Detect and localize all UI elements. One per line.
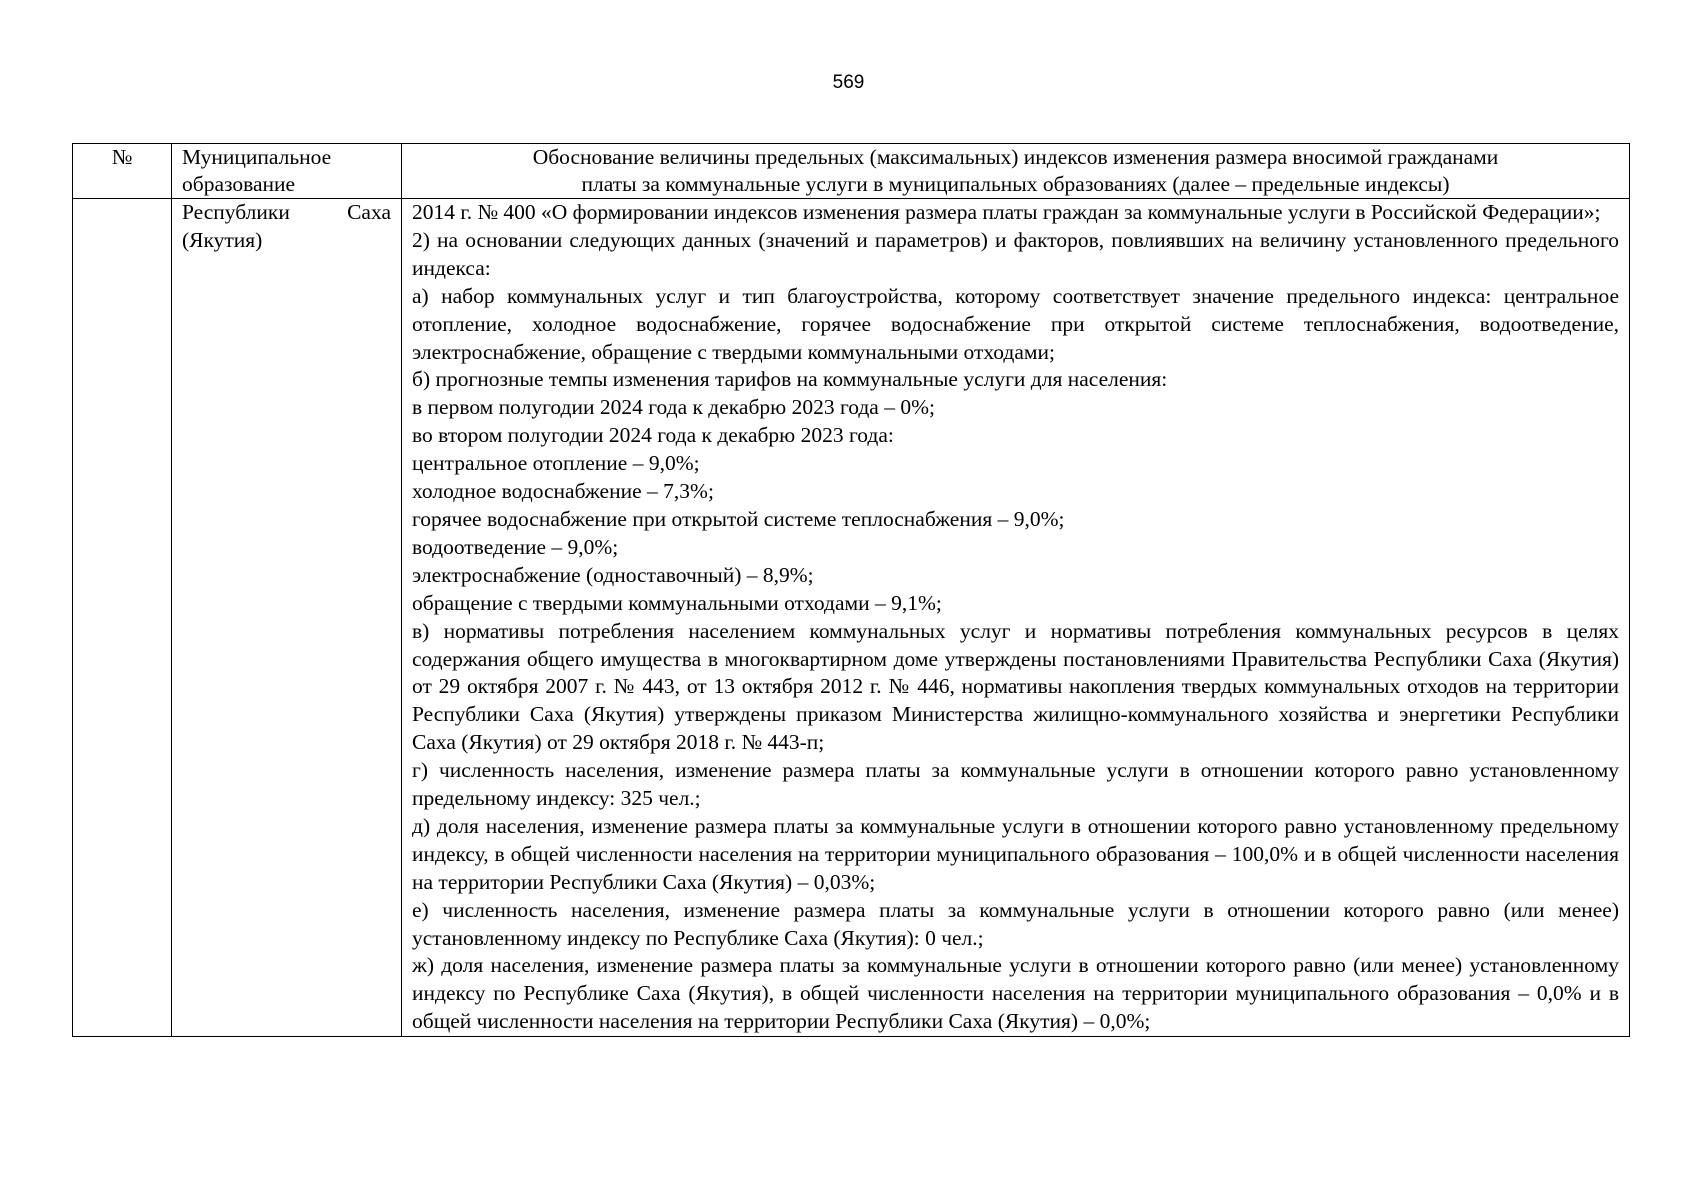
basis-line-heating: центральное отопление – 9,0%; (412, 451, 700, 476)
municipality-line-2: (Якутия) (182, 227, 263, 252)
row-municipality-cell (172, 199, 402, 1037)
table-row (73, 199, 1630, 1037)
basis-paragraph-a: а) набор коммунальных услуг и тип благоустройства, которому соответствует значение предельного индекса: центральное отопление, холодное водоснабжение, горячее водоснабжение при открытой системе теплоснабжения, водоотведение, электроснабжение, обращение с твердыми коммунальными отходами; (412, 283, 1619, 364)
row-number-cell (73, 199, 172, 1037)
justification-table (72, 143, 1630, 1037)
municipality-word-1: Республики (182, 200, 290, 224)
header-basis-line-1: Обоснование величины предельных (максимальных) индексов изменения размера вносимой гражданами (532, 145, 1499, 169)
basis-line-electricity: электроснабжение (одноставочный) – 8,9%; (412, 562, 814, 587)
basis-line-second-half: во втором полугодии 2024 года к декабрю 2023 года: (412, 423, 894, 448)
header-basis-line-2: платы за коммунальные услуги в муниципальных образованиях (далее – предельные индексы) (581, 172, 1450, 196)
row-basis-cell (402, 199, 1630, 1037)
basis-paragraph-intro: 2014 г. № 400 «О формировании индексов изменения размера платы граждан за коммунальные услуги в Российской Федерации»; (412, 200, 1601, 224)
basis-paragraph-zh: ж) доля населения, изменение размера платы за коммунальные услуги в отношении которого равно (или менее) установленному индексу по Республике Саха (Якутия), в общей численности населения на территории муниципального образования – 0,0% и в общей численности населения на территории Республики Саха (Якутия) – 0,0%; (412, 953, 1619, 1034)
basis-paragraph-b: б) прогнозные темпы изменения тарифов на коммунальные услуги для населения: (412, 367, 1168, 392)
basis-line-waste: обращение с твердыми коммунальными отходами – 9,1%; (412, 590, 942, 615)
basis-line-hot-water: горячее водоснабжение при открытой системе теплоснабжения – 9,0%; (412, 506, 1065, 531)
page-number: 569 (832, 72, 865, 93)
basis-paragraph-g: г) численность населения, изменение размера платы за коммунальные услуги в отношении которого равно установленному предельному индексу: 325 чел.; (412, 758, 1619, 811)
basis-paragraph-d: д) доля населения, изменение размера платы за коммунальные услуги в отношении которого равно установленному предельному индексу, в общей численности населения на территории муниципального образования – 100,0% и в общей численности населения на территории Республики Саха (Якутия) – 0,03%; (412, 813, 1619, 894)
basis-paragraph-e: е) численность населения, изменение размера платы за коммунальные услуги в отношении которого равно (или менее) установленному индексу по Республике Саха (Якутия): 0 чел.; (412, 897, 1619, 950)
basis-line-sewerage: водоотведение – 9,0%; (412, 534, 619, 559)
table-header-row (73, 144, 1630, 199)
basis-paragraph-2: 2) на основании следующих данных (значений и параметров) и факторов, повлиявших на величину установленного предельного индекса: (412, 227, 1619, 280)
basis-line-first-half: в первом полугодии 2024 года к декабрю 2023 года – 0%; (412, 395, 935, 420)
header-number: № (73, 144, 172, 199)
header-basis (402, 144, 1630, 199)
municipality-line-1 (182, 199, 391, 227)
municipality-word-2: Саха (347, 200, 391, 224)
basis-line-cold-water: холодное водоснабжение – 7,3%; (412, 479, 714, 504)
header-municipality: Муниципальное образование (172, 144, 402, 199)
basis-paragraph-v: в) нормативы потребления населением коммунальных услуг и нормативы потребления коммунальных ресурсов в целях содержания общего имущества в многоквартирном доме утверждены постановлениями Правительства Республики Саха (Якутия) от 29 октября 2007 г. № 443, от 13 октября 2012 г. № 446, нормативы накопления твердых коммунальных отходов на территории Республики Саха (Якутия) утверждены приказом Министерства жилищно-коммунального хозяйства и энергетики Республики Саха (Якутия) от 29 октября 2018 г. № 443-п; (412, 618, 1619, 755)
